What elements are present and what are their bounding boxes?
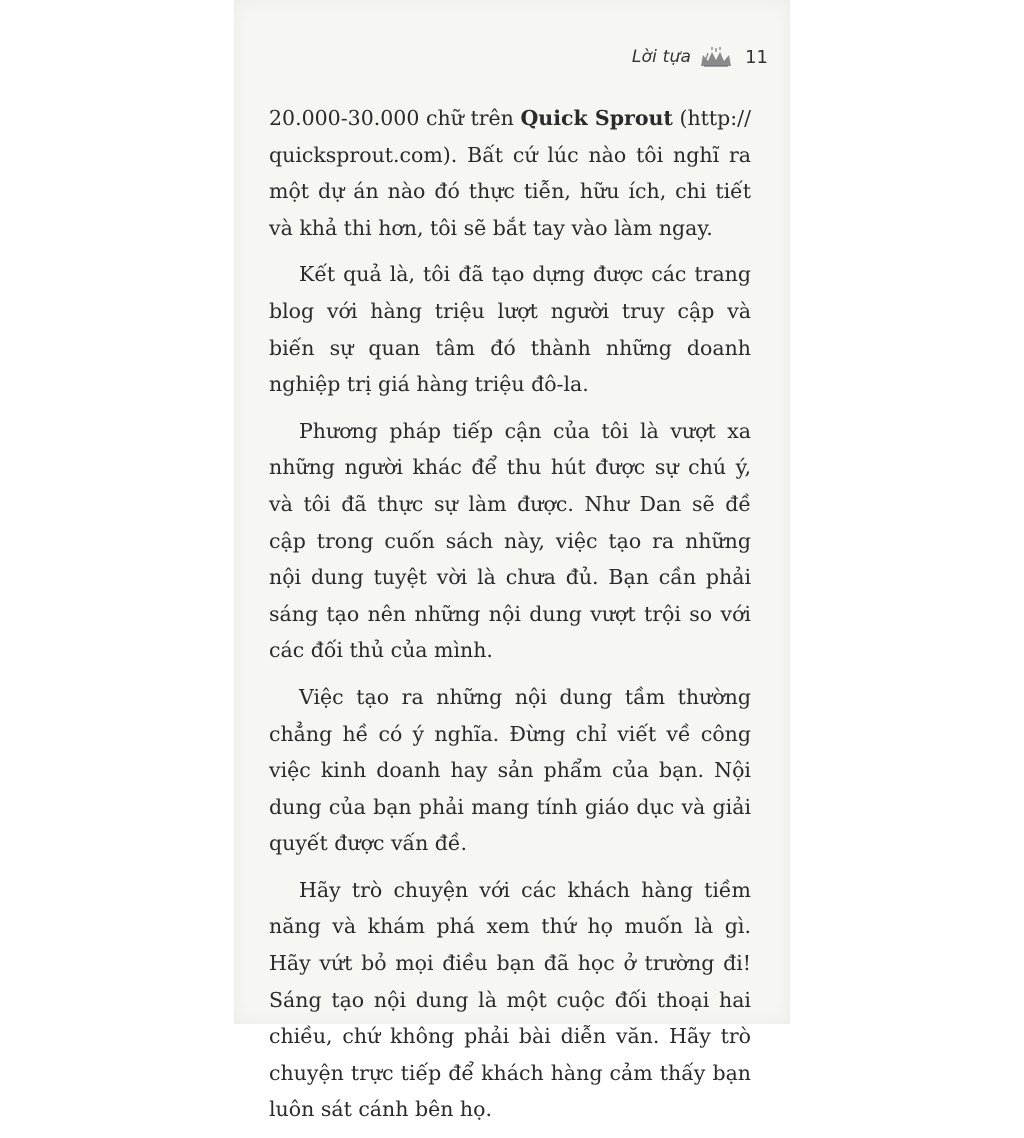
paragraph: Kết quả là, tôi đã tạo dựng được các trang blog với hàng triệu lượt người truy cập và biến sự quan tâm đó thành những doanh nghiệp trị giá hàng triệu đô-la.: [269, 262, 751, 397]
chapter-title: Lời tựa: [631, 47, 692, 67]
paragraph: Phương pháp tiếp cận của tôi là vượt xa những người khác để thu hút được sự chú ý, và tôi đã thực sự làm được. Như Dan sẽ đề cập trong cuốn sách này, việc tạo ra những nội dung tuyệt vời là chưa đủ. Bạn cần phải sáng tạo nên những nội dung vượt trội so với các đối thủ của mình.: [269, 418, 751, 663]
paragraph-text: 20.000-30.000 chữ trên: [269, 106, 521, 130]
page-number: 11: [745, 46, 768, 68]
running-header: [632, 46, 768, 68]
crown-ornament-icon: [699, 46, 733, 68]
paragraph: Việc tạo ra những nội dung tầm thường chẳng hề có ý nghĩa. Đừng chỉ viết về công việc kinh doanh hay sản phẩm của bạn. Nội dung của bạn phải mang tính giáo dục và giải quyết được vấn đề.: [269, 684, 751, 856]
body-text: [269, 100, 751, 1138]
book-page: [234, 0, 790, 1122]
site-name: Quick Sprout: [520, 106, 673, 130]
paragraph: [269, 100, 751, 246]
paragraph-text: (http:// quicksprout.com). Bất cứ lúc nào tôi nghĩ ra một dự án nào đó thực tiễn, hữu ích, chi tiết và khả thi hơn, tôi sẽ bắt tay vào làm ngay.: [269, 106, 751, 240]
paragraph: Hãy trò chuyện với các khách hàng tiềm năng và khám phá xem thứ họ muốn là gì. Hãy vứt bỏ mọi điều bạn đã học ở trường đi! Sáng tạo nội dung là một cuộc đối thoại hai chiều, chứ không phải bài diễn văn. Hãy trò chuyện trực tiếp để khách hàng cảm thấy bạn luôn sát cánh bên họ.: [269, 877, 751, 1122]
